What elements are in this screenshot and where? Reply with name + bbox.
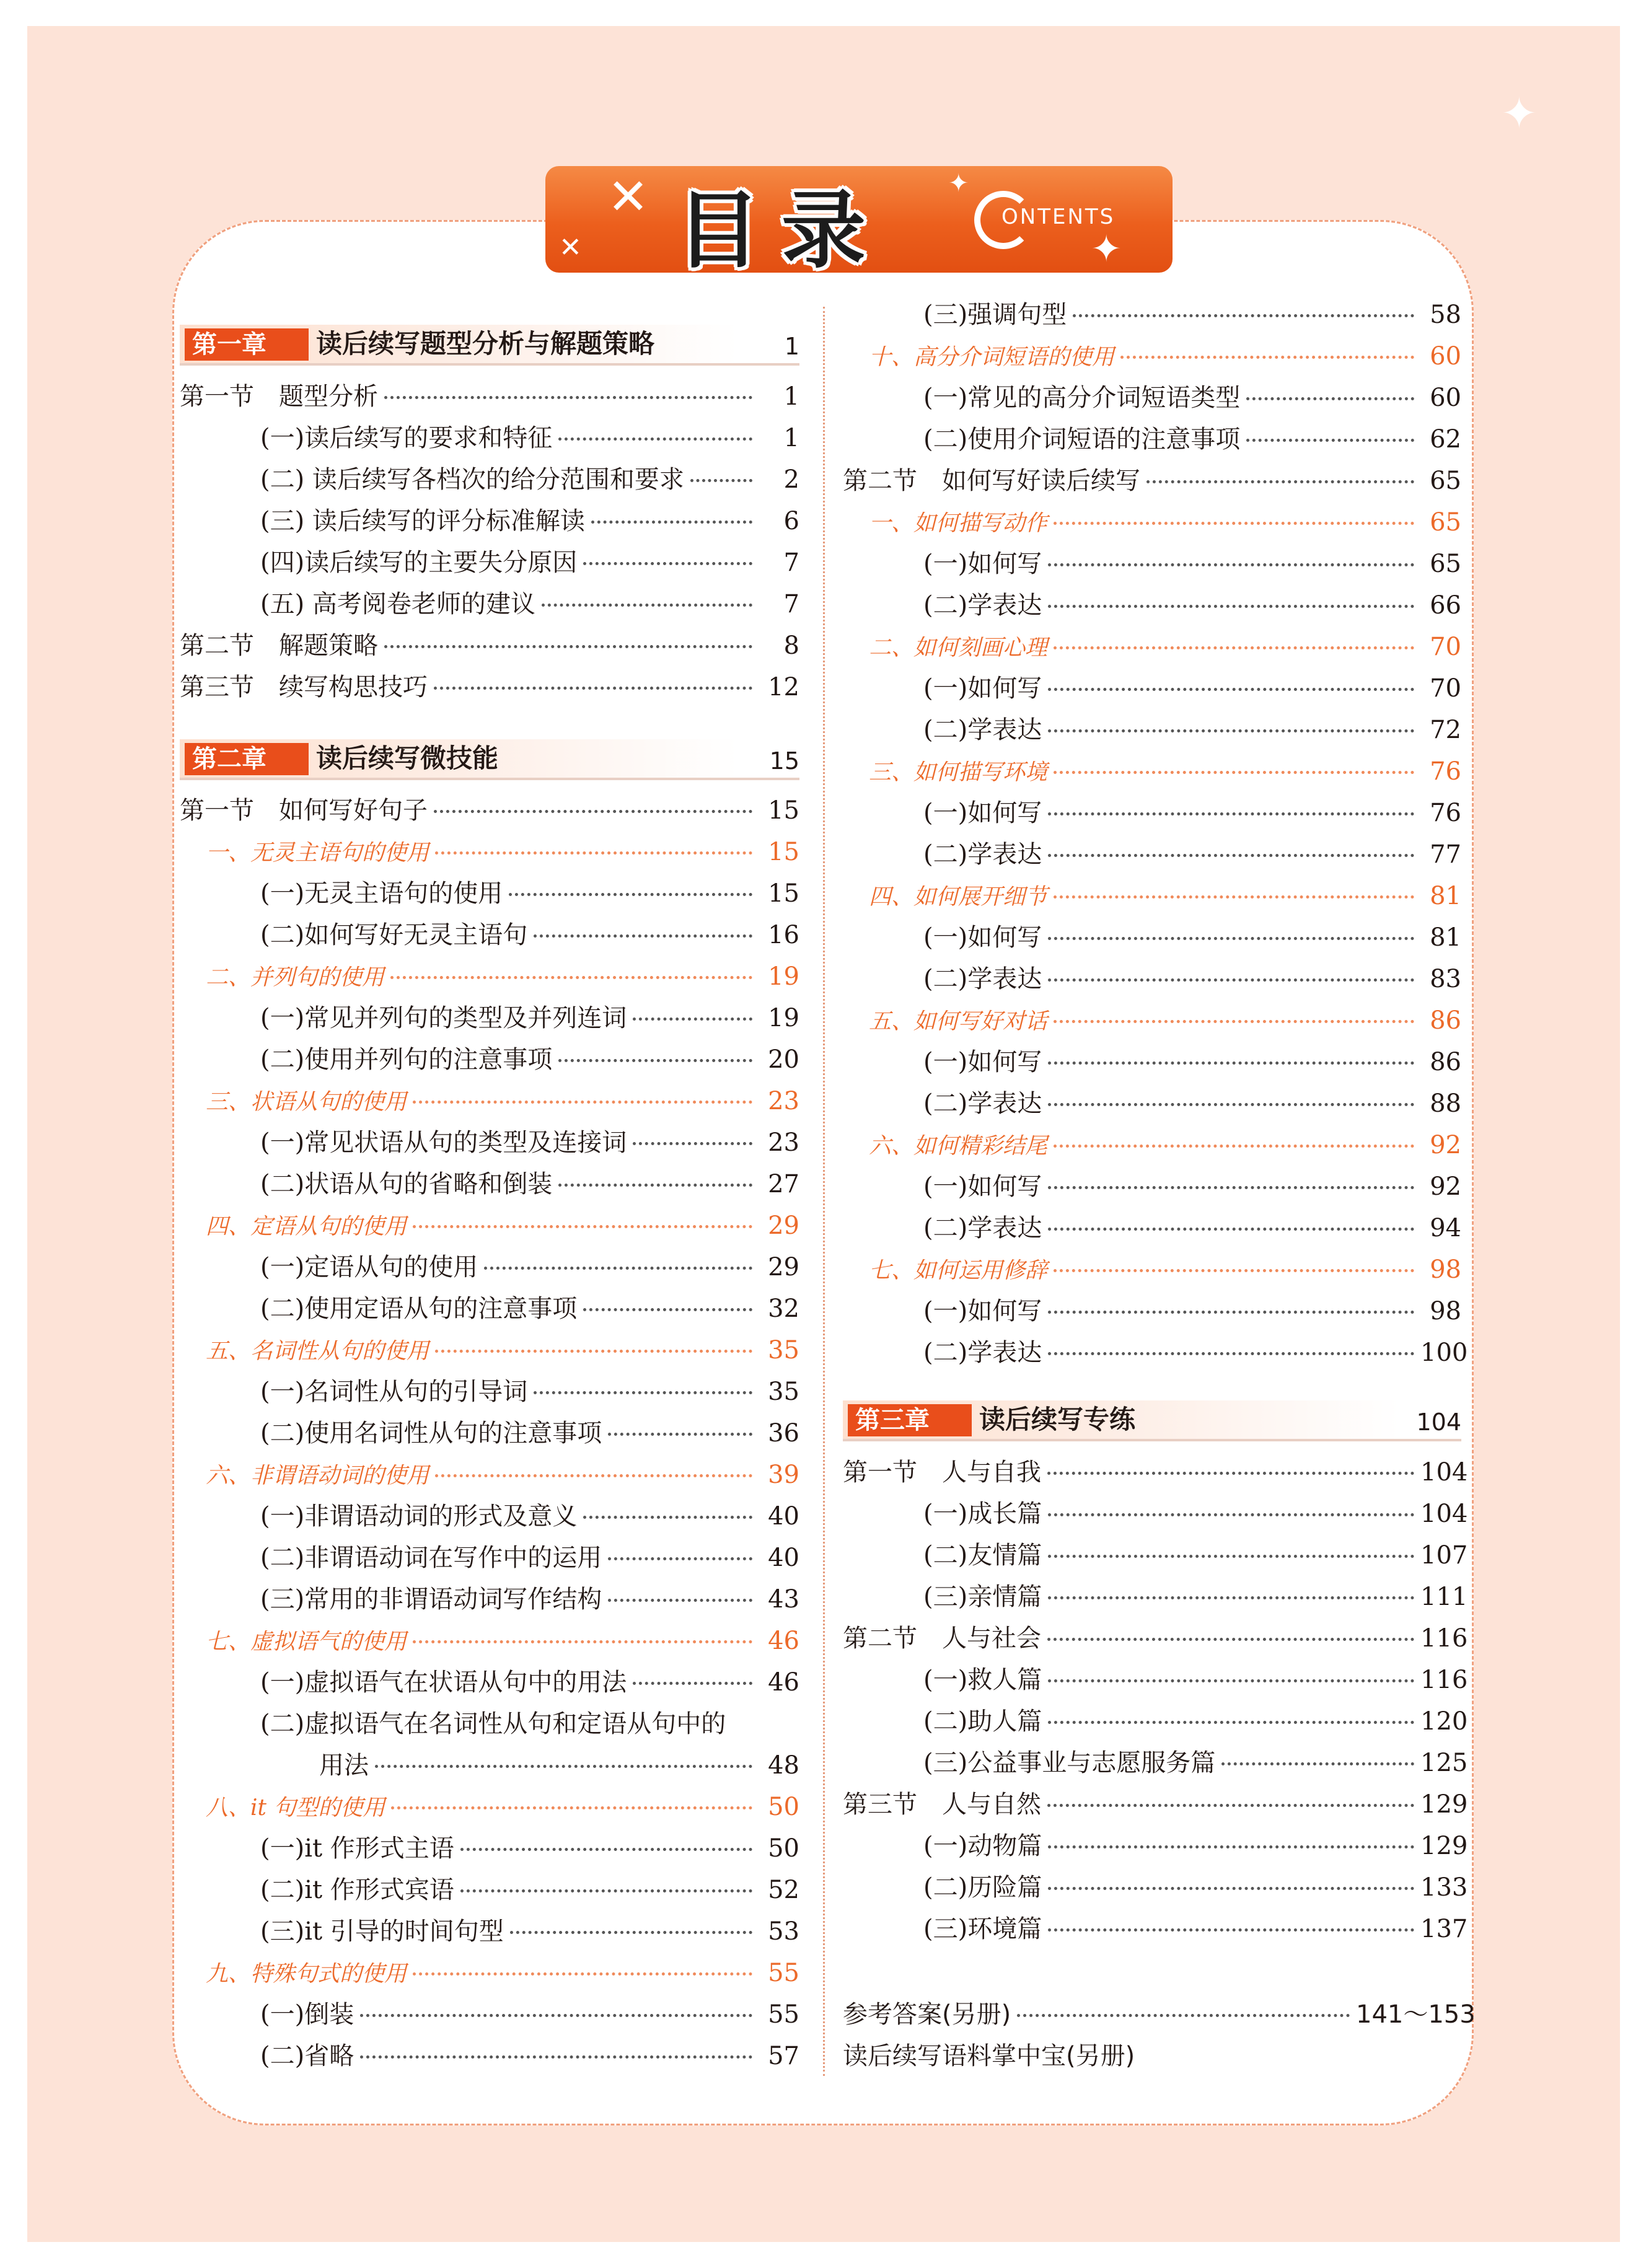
contents-word: ONTENTS <box>1001 204 1116 229</box>
toc-entry[interactable]: (二)学表达 88 <box>923 1089 1461 1118</box>
chapter-title: 读后续写题型分析与解题策略 <box>316 328 655 359</box>
toc-entry[interactable]: (二)it 作形式宾语 52 <box>260 1876 799 1904</box>
toc-entry[interactable]: 八、it 句型的使用 50 <box>206 1793 799 1821</box>
toc-entry[interactable]: 五、如何写好对话 86 <box>869 1006 1461 1035</box>
toc-entry[interactable]: (二)使用定语从句的注意事项 32 <box>260 1294 799 1323</box>
sparkle-icon: ✦ <box>1501 88 1538 139</box>
toc-entry[interactable]: 第三节 人与自然 129 <box>843 1790 1468 1819</box>
toc-entry[interactable]: (三)常用的非谓语动词写作结构 43 <box>260 1585 799 1614</box>
toc-entry[interactable]: (二)学表达 72 <box>923 716 1461 744</box>
toc-entry[interactable]: 第三节 续写构思技巧 12 <box>180 673 799 701</box>
toc-entry[interactable]: 用法 48 <box>319 1751 799 1780</box>
toc-entry[interactable]: (一)如何写 86 <box>923 1048 1461 1076</box>
toc-entry[interactable]: 第一节 人与自我 104 <box>843 1458 1468 1487</box>
chapter-label: 第三章 <box>848 1404 972 1436</box>
toc-entry[interactable]: 七、如何运用修辞 98 <box>869 1255 1461 1284</box>
toc-entry[interactable]: (一)it 作形式主语 50 <box>260 1834 799 1863</box>
title-banner <box>545 166 1173 273</box>
toc-entry[interactable]: 一、如何描写动作 65 <box>869 508 1461 537</box>
toc-entry[interactable]: (二) 读后续写各档次的给分范围和要求 2 <box>260 465 799 494</box>
toc-entry[interactable]: (三)it 引导的时间句型 53 <box>260 1917 799 1946</box>
toc-entry[interactable]: (一)虚拟语气在状语从句中的用法 46 <box>260 1668 799 1697</box>
toc-entry[interactable]: 五、名词性从句的使用 35 <box>206 1336 799 1365</box>
toc-entry[interactable]: (一)常见状语从句的类型及连接词 23 <box>260 1128 799 1157</box>
toc-entry[interactable]: (一)如何写 76 <box>923 799 1461 827</box>
toc-entry[interactable]: (二)使用名词性从句的注意事项 36 <box>260 1419 799 1448</box>
toc-entry[interactable]: 第二节 解题策略 8 <box>180 631 799 660</box>
toc-entry[interactable]: 六、非谓语动词的使用 39 <box>206 1461 799 1489</box>
toc-entry[interactable]: (一)如何写 70 <box>923 674 1461 703</box>
toc-entry[interactable]: 三、状语从句的使用 23 <box>206 1087 799 1115</box>
toc-entry[interactable]: 二、如何刻画心理 70 <box>869 633 1461 661</box>
toc-entry[interactable]: (二)助人篇 120 <box>923 1707 1468 1736</box>
toc-entry[interactable]: 一、无灵主语句的使用 15 <box>206 838 799 866</box>
toc-entry[interactable]: 第一节 如何写好句子 15 <box>180 796 799 825</box>
chapter-title: 读后续写微技能 <box>316 743 499 773</box>
toc-entry[interactable]: (三)亲情篇 111 <box>923 1583 1468 1611</box>
toc-entry[interactable]: (三)强调句型 58 <box>923 301 1461 329</box>
toc-entry[interactable]: 第二节 如何写好读后续写 65 <box>843 467 1461 495</box>
toc-entry[interactable]: 七、虚拟语气的使用 46 <box>206 1627 799 1655</box>
toc-entry[interactable]: (一)动物篇 129 <box>923 1832 1468 1860</box>
toc-entry[interactable]: (一)如何写 81 <box>923 923 1461 952</box>
toc-entry[interactable]: (二)学表达 66 <box>923 591 1461 620</box>
chapter-label: 第二章 <box>185 743 309 775</box>
sparkle-icon: ✦ <box>948 169 969 198</box>
toc-entry[interactable]: (一)如何写 92 <box>923 1172 1461 1201</box>
toc-entry[interactable]: (二)如何写好无灵主语句 16 <box>260 921 799 949</box>
toc-entry[interactable]: (一)常见的高分介词短语类型 60 <box>923 384 1461 412</box>
chapter-page: 1 <box>784 333 799 360</box>
toc-entry[interactable]: (二)省略 57 <box>260 2042 799 2070</box>
toc-entry[interactable]: 第一节 题型分析 1 <box>180 382 799 411</box>
toc-entry[interactable]: (三)公益事业与志愿服务篇 125 <box>923 1749 1468 1777</box>
toc-entry[interactable]: 十、高分介词短语的使用 60 <box>869 342 1461 371</box>
chapter-label: 第一章 <box>185 328 309 361</box>
toc-entry[interactable]: (四)读后续写的主要失分原因 7 <box>260 548 799 577</box>
toc-entry[interactable]: (一)倒装 55 <box>260 2000 799 2029</box>
page-title: 目录 <box>676 182 887 273</box>
toc-entry[interactable]: (一)如何写 65 <box>923 550 1461 578</box>
toc-entry[interactable]: 三、如何描写环境 76 <box>869 757 1461 786</box>
toc-entry[interactable]: (一)定语从句的使用 29 <box>260 1253 799 1281</box>
chapter-heading <box>180 739 799 780</box>
toc-entry[interactable]: (三)环境篇 137 <box>923 1915 1468 1943</box>
toc-entry[interactable]: (二)使用并列句的注意事项 20 <box>260 1045 799 1074</box>
corpus-entry[interactable]: 读后续写语料掌中宝(另册) <box>843 2042 1135 2070</box>
toc-entry[interactable]: (二)学表达 83 <box>923 965 1461 993</box>
toc-entry[interactable]: (三) 读后续写的评分标准解读 6 <box>260 507 799 535</box>
toc-entry[interactable]: (二)虚拟语气在名词性从句和定语从句中的 <box>260 1710 726 1738</box>
toc-entry[interactable]: (五) 高考阅卷老师的建议 7 <box>260 590 799 618</box>
toc-entry[interactable]: (二)学表达 77 <box>923 840 1461 869</box>
answers-entry[interactable]: 参考答案(另册) 141～153 <box>843 2000 1476 2029</box>
toc-entry[interactable]: (二)学表达 94 <box>923 1214 1461 1242</box>
toc-entry[interactable]: (一)常见并列句的类型及并列连词 19 <box>260 1004 799 1032</box>
toc-entry[interactable]: (一)非谓语动词的形式及意义 40 <box>260 1502 799 1531</box>
toc-entry[interactable]: (二)使用介词短语的注意事项 62 <box>923 425 1461 454</box>
chapter-heading <box>180 325 799 366</box>
toc-entry[interactable]: (一)名词性从句的引导词 35 <box>260 1378 799 1406</box>
column-divider <box>823 307 825 2076</box>
toc-entry[interactable]: (二)状语从句的省略和倒装 27 <box>260 1170 799 1198</box>
toc-entry[interactable]: 六、如何精彩结尾 92 <box>869 1131 1461 1159</box>
toc-entry[interactable]: (一)救人篇 116 <box>923 1666 1468 1694</box>
toc-entry[interactable]: (一)成长篇 104 <box>923 1500 1468 1528</box>
toc-entry[interactable]: (二)学表达 100 <box>923 1338 1468 1367</box>
sparkle-icon: ✕ <box>607 168 649 226</box>
sparkle-icon: ✦ <box>1091 227 1122 271</box>
toc-entry[interactable]: 二、并列句的使用 19 <box>206 962 799 991</box>
toc-entry[interactable]: 四、如何展开细节 81 <box>869 882 1461 910</box>
toc-entry[interactable]: (二)友情篇 107 <box>923 1541 1468 1570</box>
toc-entry[interactable]: (二)历险篇 133 <box>923 1873 1468 1902</box>
toc-entry[interactable]: 四、定语从句的使用 29 <box>206 1211 799 1240</box>
chapter-page: 15 <box>769 747 799 775</box>
sparkle-icon: ✕ <box>559 232 582 263</box>
toc-entry[interactable]: (一)如何写 98 <box>923 1297 1461 1325</box>
toc-entry[interactable]: 九、特殊句式的使用 55 <box>206 1959 799 1987</box>
toc-entry[interactable]: (二)非谓语动词在写作中的运用 40 <box>260 1544 799 1572</box>
toc-entry[interactable]: 第二节 人与社会 116 <box>843 1624 1468 1653</box>
chapter-page: 104 <box>1416 1409 1461 1436</box>
chapter-title: 读后续写专练 <box>979 1404 1136 1435</box>
chapter-heading <box>843 1400 1461 1441</box>
toc-entry[interactable]: (一)无灵主语句的使用 15 <box>260 879 799 908</box>
toc-entry[interactable]: (一)读后续写的要求和特征 1 <box>260 424 799 452</box>
